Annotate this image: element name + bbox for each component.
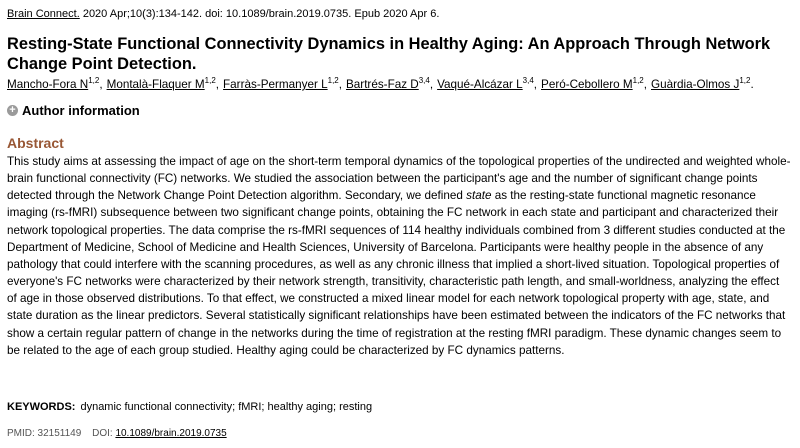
author-link[interactable]: Mancho-Fora N bbox=[7, 78, 89, 91]
author-affiliation: 1,2 bbox=[632, 76, 644, 86]
author-affiliation: 1,2 bbox=[739, 76, 751, 86]
abstract-emphasis: state bbox=[466, 189, 492, 203]
keywords-text: dynamic functional connectivity; fMRI; healthy aging; resting bbox=[80, 401, 373, 413]
author-separator: , bbox=[643, 78, 647, 91]
author-affiliation: 1,2 bbox=[327, 76, 339, 86]
abstract-text bbox=[7, 153, 791, 359]
author-link[interactable]: Montalà-Flaquer M bbox=[106, 78, 205, 91]
citation-details: 2020 Apr;10(3):134-142. doi: 10.1089/brain.2019.0735. Epub 2020 Apr 6. bbox=[79, 8, 440, 20]
abstract-part-1: This study aims at assessing the impact of age on the short-term temporal dynamics of the topological properties of the undirected and weighted whole-brain functional connectivity (FC) networks. We studied the association between the participant's age and the number of significant change points detected through the Network Change Point Detection algorithm. Secondary, we defined bbox=[7, 155, 791, 203]
author-separator: , bbox=[533, 78, 538, 91]
author-separator: , bbox=[99, 78, 103, 91]
doi-link[interactable]: 10.1089/brain.2019.0735 bbox=[115, 428, 227, 439]
author-affiliation: 3,4 bbox=[418, 76, 430, 86]
author-link[interactable]: Vaqué-Alcázar L bbox=[437, 78, 523, 91]
author-affiliation: 1,2 bbox=[88, 76, 100, 86]
author-link[interactable]: Farràs-Permanyer L bbox=[223, 78, 328, 91]
author-link[interactable]: Guàrdia-Olmos J bbox=[651, 78, 740, 91]
author-information-toggle[interactable] bbox=[7, 103, 140, 118]
author-link[interactable]: Peró-Cebollero M bbox=[541, 78, 633, 91]
abstract-heading: Abstract bbox=[7, 135, 64, 151]
author-affiliation: 3,4 bbox=[522, 76, 534, 86]
author-separator: , bbox=[429, 78, 434, 91]
author-separator: , bbox=[215, 78, 220, 91]
pmid: PMID: 32151149 bbox=[7, 428, 82, 439]
author-separator: . bbox=[750, 78, 754, 91]
author-information-label: Author information bbox=[22, 103, 140, 118]
expand-plus-icon: + bbox=[7, 105, 18, 116]
author-link[interactable]: Bartrés-Faz D bbox=[346, 78, 419, 91]
abstract-part-2: as the resting-state functional magnetic resonance imaging (rs-fMRI) subsequence between two significant change points, obtaining the FC network in each state and participant and characterized their network topological properties. The data comprise the rs-fMRI sequences of 114 healthy individuals combined from 3 different studies conducted at the Department of Medicine, School of Medicine and Health Sciences, University of Barcelona. Participants were healthy people in the absence of any pathology that could interfere with the scanning procedures, as well as any chronic illness that implied a short-lived situation. Topological properties of everyone's FC networks were characterized by their network strength, transitivity, characteristic path length, and small-worldness, analyzing the effect of age in those observed distributions. To that effect, we constructed a mixed linear model for each network topological property with age, state, and state duration as the linear predictors. Several statistically significant relationships have been estimated between the indicators of the FC networks that show a certain regular pattern of change in the networks during the time of registration at the resting fMRI paradigm. These dynamic changes seem to be related to the age of each group studied. Healthy aging could be characterized by FC dynamics patterns. bbox=[7, 189, 786, 357]
keywords bbox=[7, 401, 372, 413]
author-separator: , bbox=[338, 78, 342, 91]
article-title: Resting-State Functional Connectivity Dynamics in Healthy Aging: An Approach Through Network Change Point Detection. bbox=[7, 35, 771, 73]
keywords-label: KEYWORDS: bbox=[7, 401, 76, 413]
journal-link[interactable]: Brain Connect. bbox=[7, 8, 80, 20]
identifiers bbox=[7, 428, 227, 439]
doi-label: DOI: bbox=[92, 428, 113, 439]
author-list bbox=[7, 78, 758, 91]
author-affiliation: 1,2 bbox=[204, 76, 216, 86]
citation-line bbox=[7, 8, 439, 20]
